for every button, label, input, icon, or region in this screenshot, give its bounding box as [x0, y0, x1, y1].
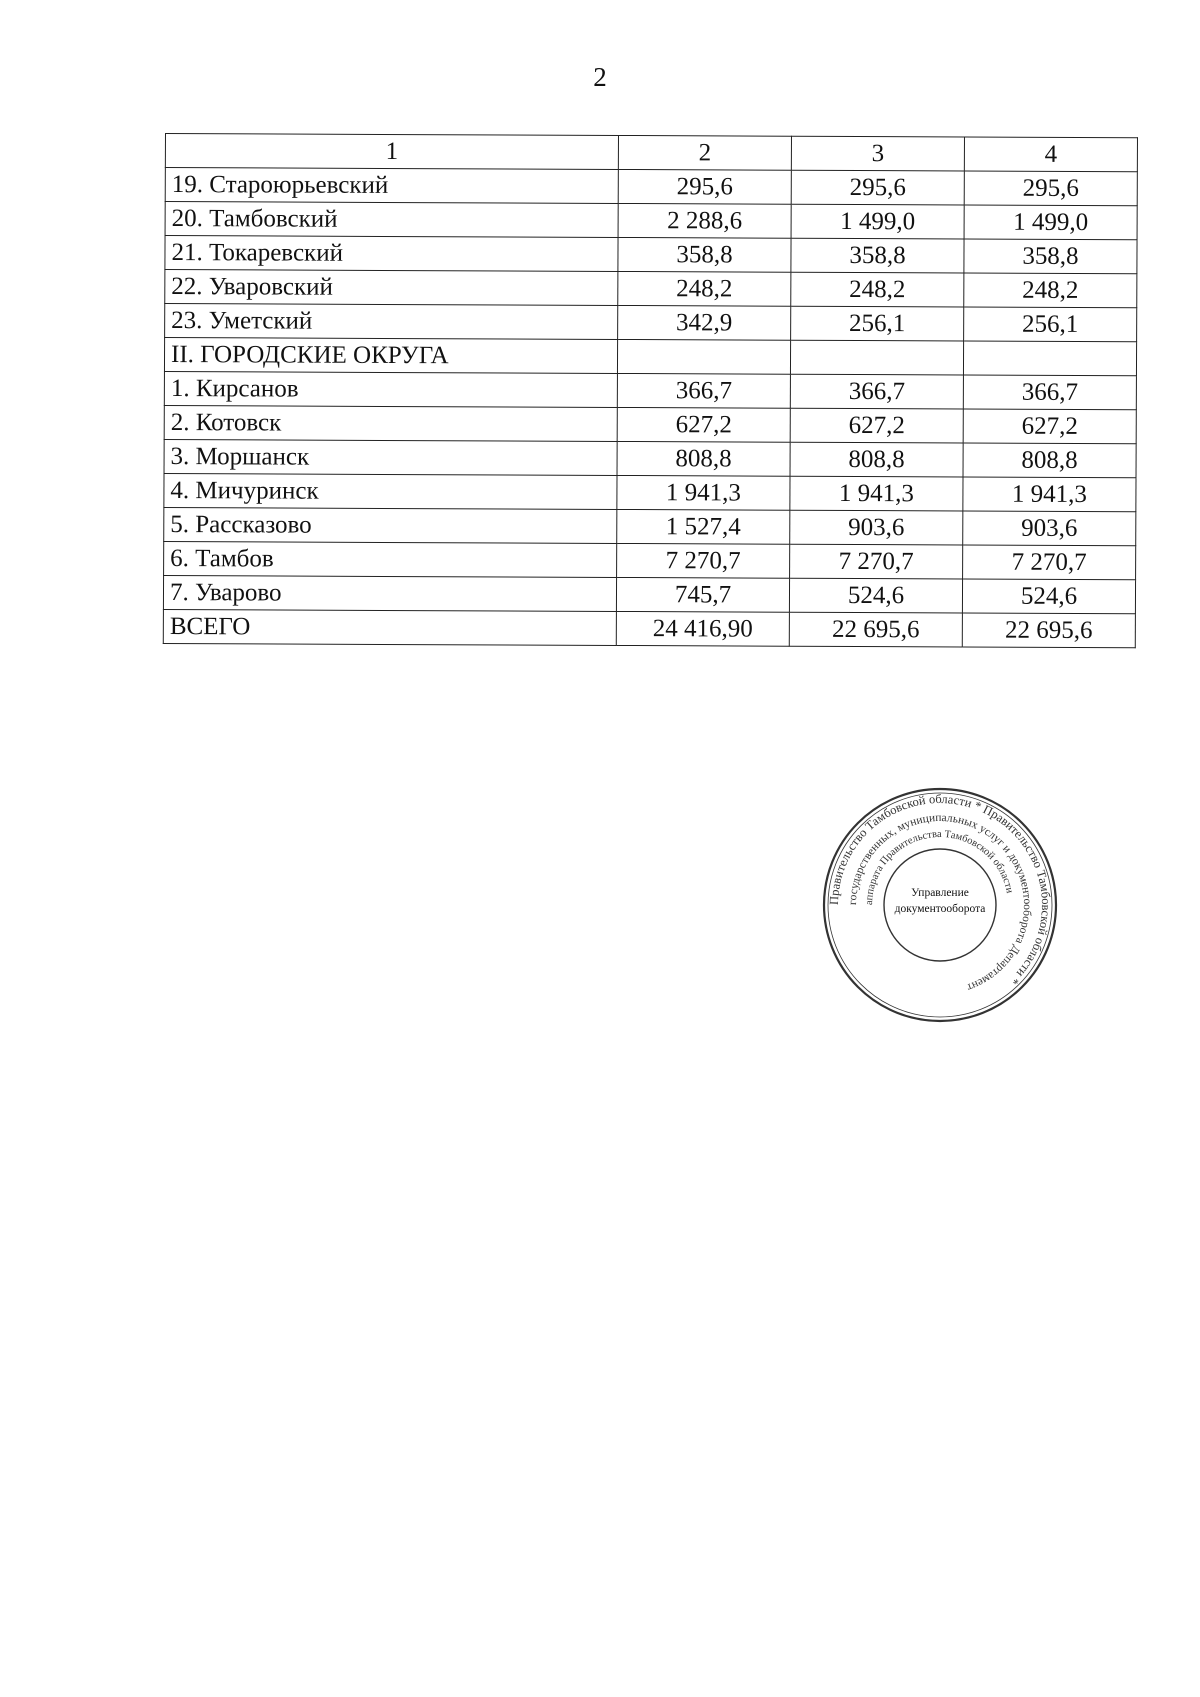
- row-label-cell: 19. Староюрьевский: [165, 168, 618, 204]
- row-label-cell: 3. Моршанск: [164, 439, 617, 475]
- table-row: [164, 338, 1136, 376]
- stamp-center-line-1: Управление: [911, 887, 969, 899]
- table-row: [164, 541, 1136, 579]
- value-cell-col-4: 1 941,3: [963, 477, 1136, 512]
- value-cell-col-3: 295,6: [791, 170, 964, 205]
- table-row: [164, 507, 1136, 545]
- value-cell-col-4: 7 270,7: [963, 545, 1136, 580]
- row-label-cell: 7. Уварово: [163, 575, 616, 611]
- value-cell-col-2: [617, 339, 790, 374]
- value-cell-col-3: 1 499,0: [791, 204, 964, 239]
- table-row: [165, 202, 1137, 240]
- value-cell-col-2: 248,2: [618, 271, 791, 306]
- value-cell-col-4: 295,6: [964, 171, 1137, 206]
- value-cell-col-2: 24 416,90: [616, 611, 789, 646]
- value-cell-col-4: 808,8: [963, 443, 1136, 478]
- column-header-4: 4: [964, 137, 1137, 172]
- value-cell-col-2: 366,7: [617, 373, 790, 408]
- page-number: 2: [593, 62, 607, 92]
- column-header-1: 1: [165, 134, 618, 170]
- table-row: [163, 609, 1135, 647]
- value-cell-col-4: 256,1: [964, 307, 1137, 342]
- column-header-3: 3: [791, 136, 964, 171]
- value-cell-col-3: 7 270,7: [790, 544, 963, 579]
- value-cell-col-3: 808,8: [790, 442, 963, 477]
- column-header-2: 2: [618, 135, 791, 170]
- value-cell-col-2: 7 270,7: [617, 543, 790, 578]
- row-label-cell: 6. Тамбов: [164, 541, 617, 577]
- table-header-row: [165, 134, 1137, 172]
- row-label-cell: ВСЕГО: [163, 609, 616, 645]
- data-table: [163, 133, 1138, 648]
- table-row: [163, 575, 1135, 613]
- official-stamp: [820, 785, 1060, 1025]
- value-cell-col-3: 1 941,3: [790, 476, 963, 511]
- value-cell-col-2: 808,8: [617, 441, 790, 476]
- table-row: [165, 304, 1137, 342]
- value-cell-col-3: 22 695,6: [789, 612, 962, 647]
- value-cell-col-2: 627,2: [617, 407, 790, 442]
- table-row: [164, 473, 1136, 511]
- stamp-center-label: [886, 885, 994, 917]
- row-label-cell: 2. Котовск: [164, 405, 617, 441]
- value-cell-col-2: 1 527,4: [617, 509, 790, 544]
- row-label-cell: 22. Уваровский: [165, 270, 618, 306]
- value-cell-col-3: 524,6: [789, 578, 962, 613]
- value-cell-col-3: 256,1: [791, 306, 964, 341]
- table-row: [164, 439, 1136, 477]
- value-cell-col-2: 358,8: [618, 237, 791, 272]
- value-cell-col-4: 1 499,0: [964, 205, 1137, 240]
- value-cell-col-4: [963, 341, 1136, 376]
- stamp-outer-ring-text: Правительство Тамбовской области * Правительство Тамбовской области *: [826, 791, 1054, 988]
- value-cell-col-3: 358,8: [791, 238, 964, 273]
- value-cell-col-2: 342,9: [618, 305, 791, 340]
- table-row: [165, 270, 1137, 308]
- stamp-center-line-2: документооборота: [894, 903, 986, 915]
- table-row: [164, 371, 1136, 409]
- stamp-middle-ring-text: государственных, муниципальных услуг и документооборота Департамент: [846, 811, 1034, 994]
- table-row: [164, 405, 1136, 443]
- table-body: [163, 168, 1137, 648]
- value-cell-col-4: 903,6: [963, 511, 1136, 546]
- table-row: [165, 168, 1137, 206]
- value-cell-col-4: 358,8: [964, 239, 1137, 274]
- value-cell-col-2: 1 941,3: [617, 475, 790, 510]
- value-cell-col-2: 295,6: [618, 169, 791, 204]
- value-cell-col-4: 524,6: [962, 579, 1135, 614]
- stamp-inner-ring-text: аппарата Правительства Тамбовской области: [863, 828, 1015, 906]
- table-row: [165, 236, 1137, 274]
- row-label-cell: 23. Уметский: [165, 304, 618, 340]
- value-cell-col-3: 366,7: [790, 374, 963, 409]
- value-cell-col-2: 2 288,6: [618, 203, 791, 238]
- row-label-cell: 20. Тамбовский: [165, 202, 618, 238]
- value-cell-col-3: 248,2: [791, 272, 964, 307]
- row-label-cell: 5. Рассказово: [164, 507, 617, 543]
- value-cell-col-4: 366,7: [963, 375, 1136, 410]
- value-cell-col-3: 903,6: [790, 510, 963, 545]
- row-label-cell: II. ГОРОДСКИЕ ОКРУГА: [164, 338, 617, 374]
- value-cell-col-4: 627,2: [963, 409, 1136, 444]
- row-label-cell: 4. Мичуринск: [164, 473, 617, 509]
- value-cell-col-3: [790, 340, 963, 375]
- row-label-cell: 21. Токаревский: [165, 236, 618, 272]
- value-cell-col-4: 22 695,6: [962, 613, 1135, 648]
- row-label-cell: 1. Кирсанов: [164, 371, 617, 407]
- value-cell-col-4: 248,2: [964, 273, 1137, 308]
- value-cell-col-3: 627,2: [790, 408, 963, 443]
- value-cell-col-2: 745,7: [616, 577, 789, 612]
